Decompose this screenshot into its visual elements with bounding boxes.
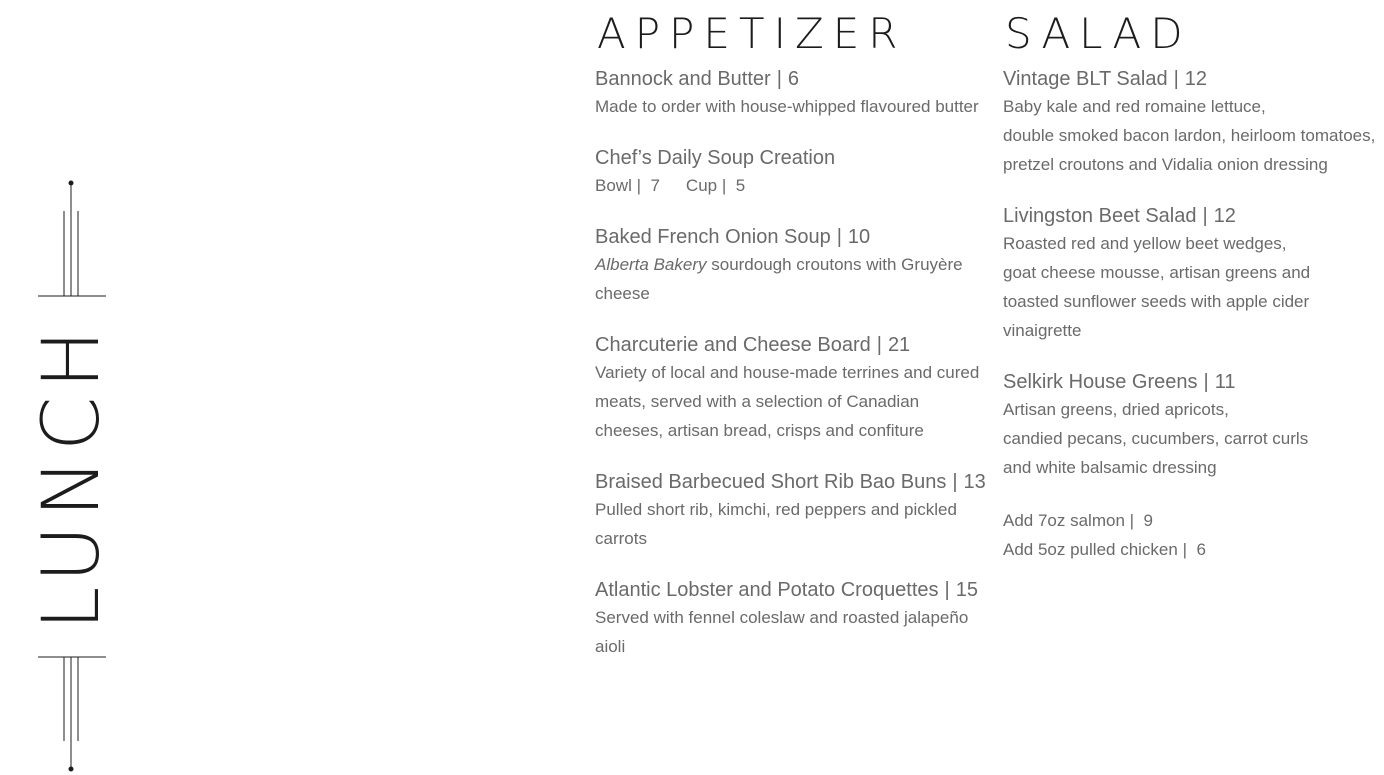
price-separator: | bbox=[944, 579, 950, 601]
item-price: 12 bbox=[1184, 68, 1208, 90]
item-name: Braised Barbecued Short Rib Bao Buns bbox=[595, 471, 947, 493]
price-separator: | bbox=[1173, 68, 1179, 90]
price-separator: | bbox=[1203, 371, 1209, 393]
price-separator: | bbox=[836, 226, 842, 248]
item-price: 13 bbox=[963, 471, 986, 493]
salad-column bbox=[1003, 8, 1379, 564]
size-price: 5 bbox=[735, 176, 746, 195]
menu-item bbox=[595, 66, 980, 121]
item-name: Baked French Onion Soup bbox=[595, 226, 831, 248]
price-separator: | bbox=[1202, 205, 1208, 227]
addon-item: Add 5oz pulled chicken | 6 bbox=[1003, 540, 1206, 559]
salad-addons bbox=[1003, 506, 1379, 564]
menu-item bbox=[595, 224, 980, 308]
item-name: Atlantic Lobster and Potato Croquettes bbox=[595, 579, 939, 601]
price-separator: | bbox=[876, 334, 882, 356]
item-price: 12 bbox=[1213, 205, 1236, 227]
price-separator: | bbox=[776, 68, 782, 90]
item-price: 6 bbox=[787, 68, 800, 90]
item-name: Vintage BLT Salad bbox=[1003, 68, 1168, 90]
menu-item bbox=[595, 577, 980, 661]
menu-item bbox=[1003, 66, 1379, 179]
item-description: Roasted red and yellow beet wedges, goat cheese mousse, artisan greens and toasted sunflower seeds with apple cider vinaigrette bbox=[1003, 234, 1311, 340]
addon-item: Add 7oz salmon | 9 bbox=[1003, 511, 1153, 530]
lunch-title: LUNCH bbox=[27, 321, 117, 631]
appetizer-title: APPETIZER bbox=[597, 9, 907, 58]
item-description: Artisan greens, dried apricots, candied pecans, cucumbers, carrot curls and white balsamic dressing bbox=[1003, 400, 1309, 477]
soup-sizes: Bowl | 7 Cup | 5 bbox=[595, 171, 980, 200]
item-price: 21 bbox=[887, 334, 911, 356]
item-description: Baby kale and red romaine lettuce, double smoked bacon lardon, heirloom tomatoes, pretzel croutons and Vidalia onion dressing bbox=[1003, 97, 1376, 174]
menu-item bbox=[595, 145, 980, 200]
item-name: Bannock and Butter bbox=[595, 68, 771, 90]
item-description: Made to order with house-whipped flavoured butter bbox=[595, 97, 979, 116]
menu-item bbox=[595, 469, 986, 553]
item-price: 15 bbox=[955, 579, 978, 601]
item-description: Served with fennel coleslaw and roasted jalapeño aioli bbox=[595, 608, 969, 656]
item-name: Selkirk House Greens bbox=[1003, 371, 1198, 393]
salad-title: SALAD bbox=[1005, 9, 1192, 58]
item-name: Livingston Beet Salad bbox=[1003, 205, 1197, 227]
menu-item bbox=[1003, 369, 1379, 482]
item-price: 11 bbox=[1214, 371, 1236, 393]
item-description: Pulled short rib, kimchi, red peppers and pickled carrots bbox=[595, 500, 957, 548]
bakery-name: Alberta Bakery bbox=[595, 255, 707, 274]
menu-item bbox=[595, 332, 980, 445]
item-name: Chef’s Daily Soup Creation bbox=[595, 147, 836, 169]
size-label: Bowl bbox=[595, 176, 632, 195]
appetizer-column bbox=[595, 8, 986, 685]
item-price: 10 bbox=[847, 226, 871, 248]
item-description: Alberta Bakery sourdough croutons with Gruyère cheese bbox=[595, 255, 963, 303]
item-description: Variety of local and house-made terrines and cured meats, served with a selection of Canadian cheeses, artisan bread, crisps and confiture bbox=[595, 363, 980, 440]
item-name: Charcuterie and Cheese Board bbox=[595, 334, 871, 356]
menu-item bbox=[1003, 203, 1379, 345]
size-label: Cup bbox=[685, 176, 718, 195]
size-price: 7 bbox=[650, 176, 660, 195]
price-separator: | bbox=[952, 471, 958, 493]
